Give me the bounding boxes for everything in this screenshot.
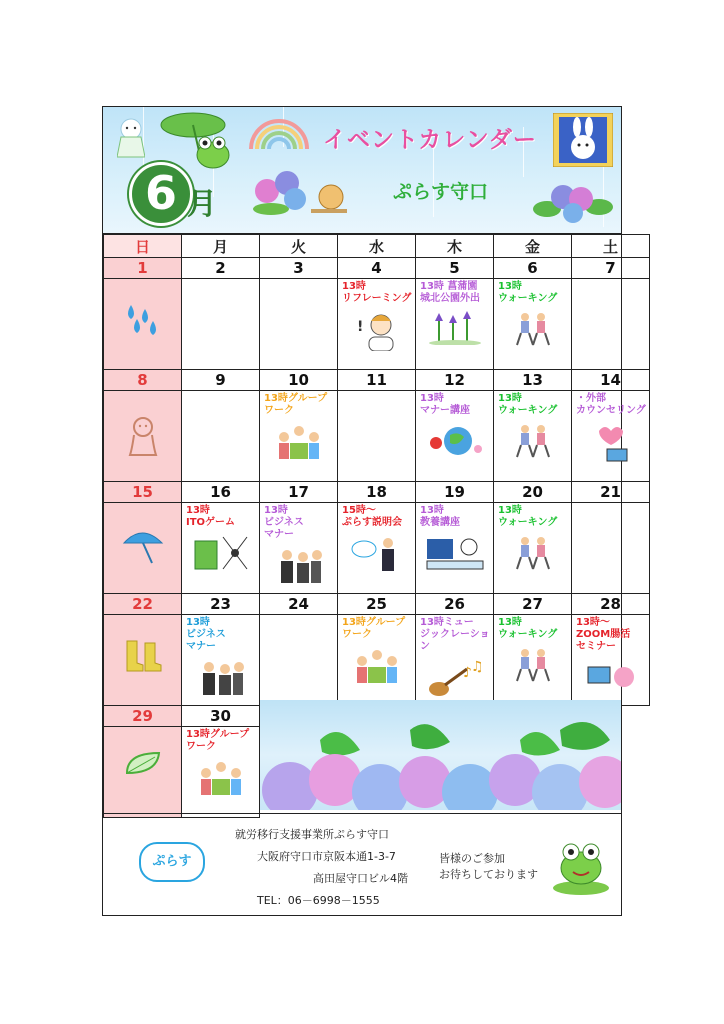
day-number: 30 (182, 706, 260, 727)
event-label: 13時 教養講座 (420, 505, 460, 528)
event-row (104, 391, 650, 482)
day-cell (104, 615, 182, 706)
day-cell (572, 615, 650, 706)
day-number: 13 (494, 370, 572, 391)
day-cell (104, 727, 182, 818)
heart-laptop-icon (589, 423, 633, 467)
walking-couple-icon (511, 647, 555, 687)
event-label: 13時 ウォーキング (498, 281, 558, 304)
event-label: 13時 リフレーミング (342, 281, 412, 304)
event-calendar-page (102, 106, 646, 916)
day-number: 8 (104, 370, 182, 391)
day-number-row (104, 482, 650, 503)
raindrops-icon (123, 301, 163, 339)
svg-text:♫: ♫ (470, 659, 483, 675)
day-cell (182, 615, 260, 706)
day-number: 23 (182, 594, 260, 615)
event-label: 13時 ビジネス マナー (186, 617, 226, 652)
day-number: 28 (572, 594, 650, 615)
day-cell (494, 615, 572, 706)
rain-boots-icon (123, 637, 163, 677)
calendar-header (103, 107, 621, 233)
day-cell (572, 391, 650, 482)
day-cell (338, 503, 416, 594)
day-number: 6 (494, 258, 572, 279)
event-row (104, 615, 650, 706)
day-number: 10 (260, 370, 338, 391)
footer (103, 813, 621, 916)
event-row (104, 279, 650, 370)
day-number: 11 (338, 370, 416, 391)
day-cell (416, 503, 494, 594)
presenter-icon (350, 535, 404, 577)
day-number: 25 (338, 594, 416, 615)
hydrangea-field-image (260, 700, 621, 810)
page-title: イベントカレンダー (323, 127, 537, 153)
day-cell (494, 391, 572, 482)
weekday-sat: 土 (572, 235, 650, 258)
day-cell (104, 503, 182, 594)
welcome-message-line-1: 皆様のご参加 (439, 852, 505, 865)
iris-garden-icon (427, 311, 483, 349)
day-cell (338, 391, 416, 482)
day-number-row (104, 370, 650, 391)
svg-text:!: ! (356, 319, 363, 335)
day-cell (572, 503, 650, 594)
day-number: 5 (416, 258, 494, 279)
guitar-music-icon (427, 659, 483, 703)
group-work-icon (198, 759, 244, 803)
day-number: 18 (338, 482, 416, 503)
day-cell (572, 279, 650, 370)
hydrangea-icon (533, 169, 613, 229)
weekday-mon: 月 (182, 235, 260, 258)
plus-logo (139, 842, 205, 882)
day-cell (494, 279, 572, 370)
weekday-sun: 日 (104, 235, 182, 258)
globe-manners-icon (428, 423, 482, 463)
day-cell (182, 391, 260, 482)
business-people-icon (275, 547, 323, 589)
calendar-grid (103, 233, 646, 752)
day-number: 17 (260, 482, 338, 503)
day-number: 15 (104, 482, 182, 503)
address-line-2: 高田屋守口ビル4階 (313, 872, 408, 885)
weekday-fri: 金 (494, 235, 572, 258)
day-number: 21 (572, 482, 650, 503)
frog-icon (551, 832, 611, 896)
umbrella-icon (122, 525, 164, 569)
day-cell (338, 279, 416, 370)
group-work-icon (276, 423, 322, 467)
hydrangea-snail-icon (251, 153, 351, 219)
day-cell (260, 615, 338, 706)
day-number: 16 (182, 482, 260, 503)
day-number: 12 (416, 370, 494, 391)
month-badge (129, 162, 193, 226)
day-cell (416, 391, 494, 482)
day-number: 29 (104, 706, 182, 727)
day-number: 14 (572, 370, 650, 391)
day-number-row (104, 258, 650, 279)
board-game-icon (193, 535, 249, 575)
day-cell (260, 279, 338, 370)
zoom-seminar-icon (586, 659, 636, 697)
teru-teru-bozu-icon (117, 117, 145, 161)
walking-couple-icon (511, 423, 555, 463)
svg-text:♪: ♪ (462, 665, 472, 681)
office-name: 就労移行支援事業所ぷらす守口 (235, 828, 389, 841)
day-number: 26 (416, 594, 494, 615)
day-cell (260, 503, 338, 594)
event-label: 13時 ITOゲーム (186, 505, 236, 528)
event-row (104, 503, 650, 594)
rainbow-icon (247, 115, 311, 151)
day-number: 2 (182, 258, 260, 279)
day-number: 27 (494, 594, 572, 615)
day-number: 7 (572, 258, 650, 279)
logo-text: ぷらす (152, 854, 192, 869)
address-line-1: 大阪府守口市京阪本通1-3-7 (257, 850, 396, 863)
walking-couple-icon (511, 535, 555, 575)
teru-teru-bozu-icon (128, 413, 158, 461)
weekday-header-row (104, 235, 650, 258)
welcome-message-line-2: お待ちしております (439, 868, 538, 881)
event-label: 13時グループ ワーク (186, 729, 250, 752)
month-number: 6 (144, 166, 177, 220)
event-label: 13時 マナー講座 (420, 393, 470, 416)
day-cell (182, 279, 260, 370)
walking-couple-icon (511, 311, 555, 351)
event-label: 13時グループ ワーク (342, 617, 406, 640)
day-number: 19 (416, 482, 494, 503)
day-cell (260, 391, 338, 482)
day-cell (104, 391, 182, 482)
day-number: 3 (260, 258, 338, 279)
day-cell (494, 503, 572, 594)
day-cell (338, 615, 416, 706)
event-label: 13時 菖蒲園 城北公園外出 (420, 281, 480, 304)
thinking-person-icon (355, 311, 399, 355)
day-cell (104, 279, 182, 370)
day-number: 24 (260, 594, 338, 615)
business-people-icon (197, 659, 245, 701)
day-number: 22 (104, 594, 182, 615)
event-label: 13時 ウォーキング (498, 393, 558, 416)
event-label: 15時～ ぷらす説明会 (342, 505, 402, 528)
weekday-wed: 水 (338, 235, 416, 258)
phone-number: TEL：06－6998－1555 (257, 894, 380, 907)
rabbit-icon (553, 113, 613, 167)
event-label: 13時 ウォーキング (498, 505, 558, 528)
day-cell (416, 615, 494, 706)
news-anchor-icon (425, 535, 485, 575)
event-label: 13時 ウォーキング (498, 617, 558, 640)
day-cell (416, 279, 494, 370)
event-label: 13時グループ ワーク (264, 393, 328, 416)
leaf-icon (123, 749, 163, 783)
frog-umbrella-icon (159, 111, 237, 171)
group-work-icon (354, 647, 400, 691)
weekday-thu: 木 (416, 235, 494, 258)
event-label: 13時～ ZOOM腸活 セミナー (576, 617, 631, 652)
day-number-row (104, 594, 650, 615)
day-number: 1 (104, 258, 182, 279)
day-cell (182, 503, 260, 594)
page-subtitle: ぷらす守口 (393, 181, 489, 203)
day-number: 4 (338, 258, 416, 279)
event-label: 13時 ビジネス マナー (264, 505, 304, 540)
event-label: ・外部 カウンセリング (576, 393, 646, 416)
month-label: 月 (187, 187, 217, 222)
weekday-tue: 火 (260, 235, 338, 258)
day-number: 9 (182, 370, 260, 391)
day-number: 20 (494, 482, 572, 503)
day-cell (182, 727, 260, 818)
event-label: 13時ミュー ジックレーショ ン (420, 617, 490, 652)
